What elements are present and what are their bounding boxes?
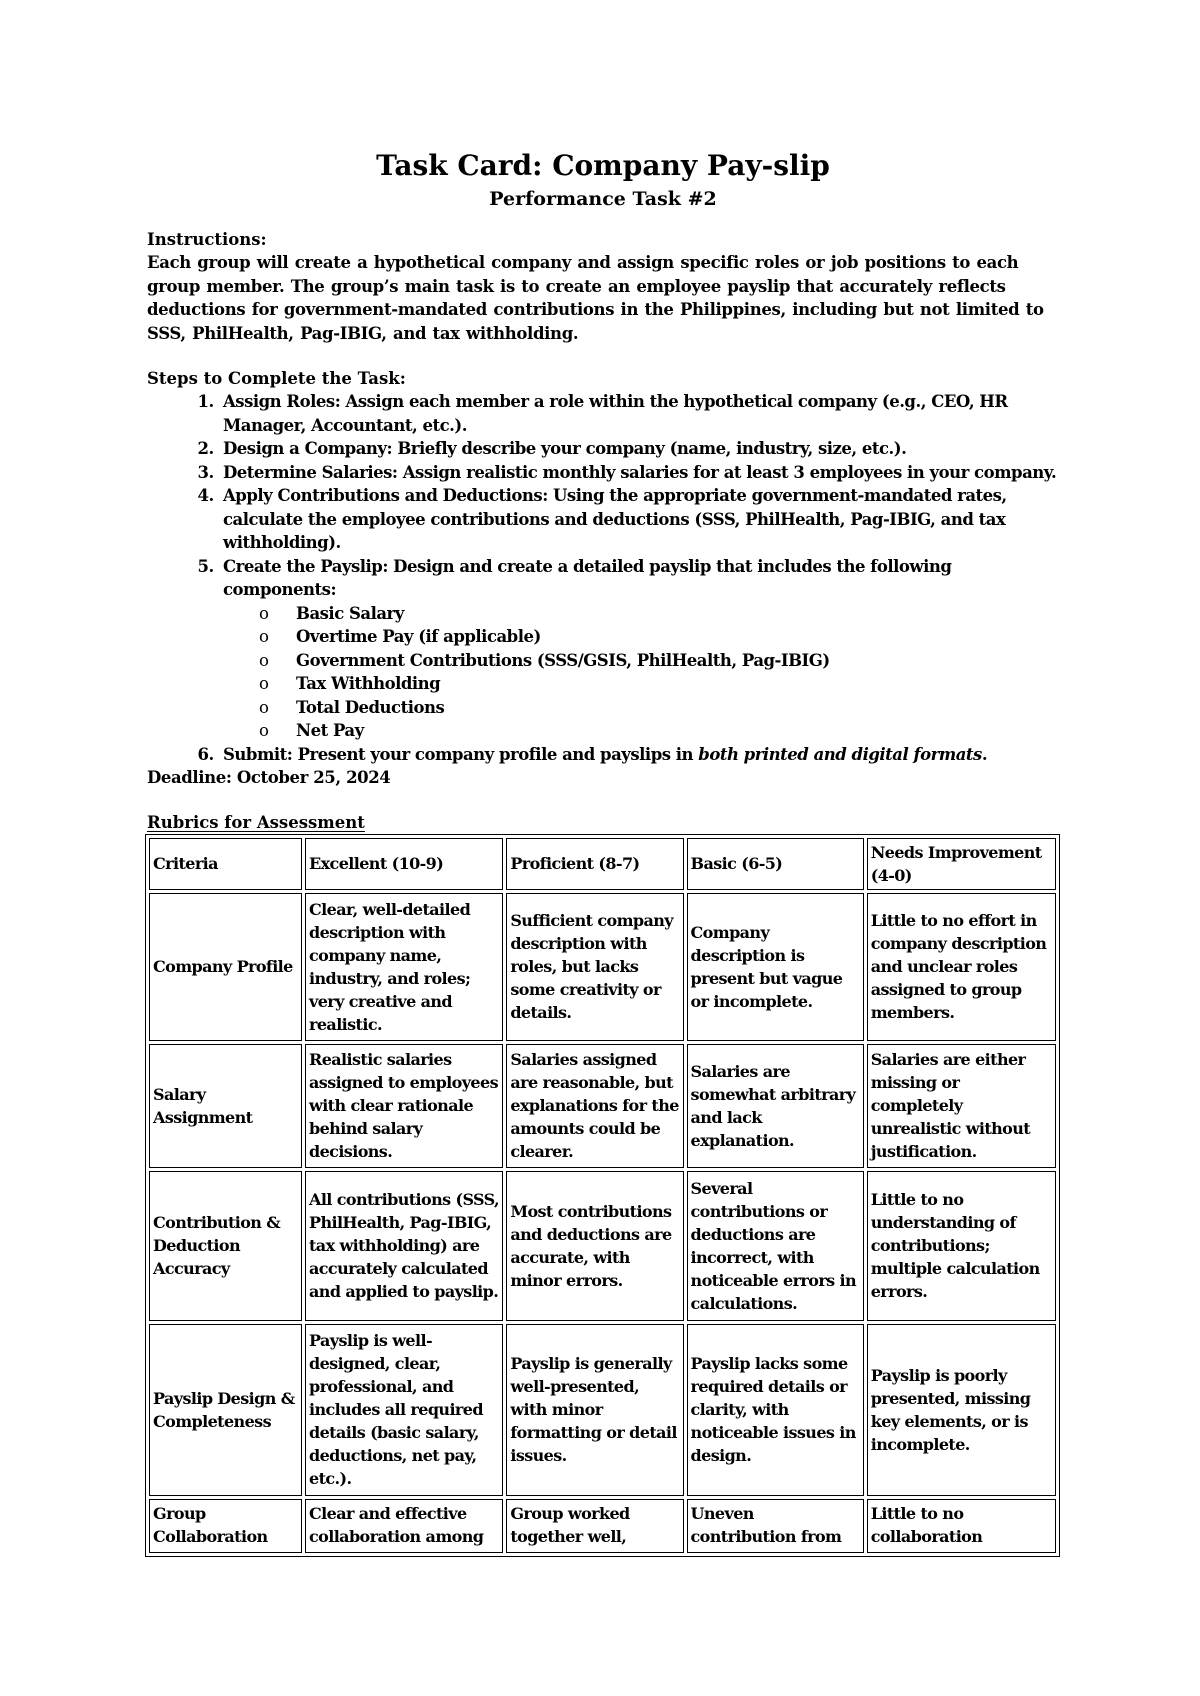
rubric-cell: Clear and effective collaboration among <box>305 1499 503 1553</box>
rubric-criteria-cell: Group Collaboration <box>149 1499 302 1553</box>
component-item: o Net Pay <box>259 719 1059 743</box>
rubric-header-cell: Criteria <box>149 838 302 890</box>
component-item: o Government Contributions (SSS/GSIS, PhilHealth, Pag-IBIG) <box>259 649 1059 673</box>
instructions-text: Each group will create a hypothetical company and assign specific roles or job positions to each group member. The group’s main task is to create an employee payslip that accurately reflects deductions for government-mandated contributions in the Philippines, including but not limited to SSS, PhilHealth, Pag-IBIG, and tax withholding. <box>147 253 1044 343</box>
rubric-cell: Sufficient company description with roles, but lacks some creativity or details. <box>506 893 683 1041</box>
rubric-row <box>149 893 1056 1041</box>
step-item: 2. Design a Company: Briefly describe your company (name, industry, size, etc.). <box>219 437 1059 461</box>
rubric-cell: Company description is present but vague or incomplete. <box>687 893 864 1041</box>
rubric-cell: Payslip is generally well-presented, with minor formatting or detail issues. <box>506 1324 683 1496</box>
instructions-label: Instructions: <box>147 230 267 249</box>
rubric-label: Rubrics for Assessment <box>147 812 365 832</box>
bullet-icon: o <box>259 674 269 693</box>
step-item: 5. Create the Payslip: Design and create a detailed payslip that includes the following components: o Basic Salary o Overtime Pay (if applicable) o Government Contributions (SSS/GSIS, PhilHealth, Pag-IBIG) o Tax Withholding o Total Deductions o Net Pay <box>219 555 1059 743</box>
rubric-row <box>149 1044 1056 1168</box>
rubric-cell: Clear, well-detailed description with company name, industry, and roles; very creative and realistic. <box>305 893 503 1041</box>
rubric-cell: Salaries are either missing or completely unrealistic without justification. <box>867 1044 1056 1168</box>
step-item: 6. Submit: Present your company profile and payslips in both printed and digital formats. <box>219 743 1059 767</box>
rubric-criteria-cell: Payslip Design & Completeness <box>149 1324 302 1496</box>
rubric-cell: Several contributions or deductions are incorrect, with noticeable errors in calculations. <box>687 1171 864 1321</box>
steps-list <box>147 390 1059 766</box>
rubric-cell: Realistic salaries assigned to employees with clear rationale behind salary decisions. <box>305 1044 503 1168</box>
bullet-icon: o <box>259 650 269 670</box>
rubric-cell: Little to no effort in company description and unclear roles assigned to group members. <box>867 893 1056 1041</box>
bullet-icon: o <box>259 697 269 717</box>
page-title: Task Card: Company Pay-slip <box>376 149 830 182</box>
rubric-header-cell: Needs Improvement (4-0) <box>867 838 1056 890</box>
rubric-criteria-cell: Salary Assignment <box>149 1044 302 1168</box>
step-item: 4. Apply Contributions and Deductions: Using the appropriate government-mandated rates, calculate the employee contributions and deductions (SSS, PhilHealth, Pag-IBIG, and tax withholding). <box>219 484 1059 555</box>
rubric-header-cell: Excellent (10-9) <box>305 838 503 890</box>
rubric-cell: Payslip lacks some required details or clarity, with noticeable issues in design. <box>687 1324 864 1496</box>
rubric-cell: Group worked together well, <box>506 1499 683 1553</box>
rubric-row <box>149 1324 1056 1496</box>
step-item: 1. Assign Roles: Assign each member a role within the hypothetical company (e.g., CEO, HR Manager, Accountant, etc.). <box>219 390 1059 437</box>
rubric-header-row <box>149 838 1056 890</box>
bullet-icon: o <box>259 603 269 623</box>
component-item: o Total Deductions <box>259 696 1059 720</box>
steps-label: Steps to Complete the Task: <box>147 369 406 388</box>
rubric-header-cell: Basic (6-5) <box>687 838 864 890</box>
rubric-cell: All contributions (SSS, PhilHealth, Pag-IBIG, tax withholding) are accurately calculated and applied to payslip. <box>305 1171 503 1321</box>
bullet-icon: o <box>259 627 269 646</box>
rubric-row <box>149 1499 1056 1553</box>
rubric-cell: Most contributions and deductions are accurate, with minor errors. <box>506 1171 683 1321</box>
component-item: o Tax Withholding <box>259 672 1059 696</box>
bullet-icon: o <box>259 721 269 740</box>
rubric-cell: Payslip is poorly presented, missing key elements, or is incomplete. <box>867 1324 1056 1496</box>
rubric-cell: Little to no collaboration <box>867 1499 1056 1553</box>
deadline: Deadline: October 25, 2024 <box>147 768 391 787</box>
task-card <box>147 146 1059 1557</box>
rubric-header-cell: Proficient (8-7) <box>506 838 683 890</box>
rubric-criteria-cell: Contribution & Deduction Accuracy <box>149 1171 302 1321</box>
payslip-components-list <box>223 602 1059 743</box>
rubric-cell: Salaries are somewhat arbitrary and lack explanation. <box>687 1044 864 1168</box>
rubric-table <box>145 834 1060 1557</box>
step-item: 3. Determine Salaries: Assign realistic monthly salaries for at least 3 employees in your company. <box>219 461 1059 485</box>
rubric-criteria-cell: Company Profile <box>149 893 302 1041</box>
component-item: o Basic Salary <box>259 602 1059 626</box>
rubric-cell: Salaries assigned are reasonable, but explanations for the amounts could be clearer. <box>506 1044 683 1168</box>
page-subtitle: Performance Task #2 <box>489 188 717 210</box>
rubric-row <box>149 1171 1056 1321</box>
rubric-cell: Payslip is well-designed, clear, professional, and includes all required details (basic salary, deductions, net pay, etc.). <box>305 1324 503 1496</box>
rubric-cell: Little to no understanding of contributions; multiple calculation errors. <box>867 1171 1056 1321</box>
component-item: o Overtime Pay (if applicable) <box>259 625 1059 649</box>
rubric-cell: Uneven contribution from <box>687 1499 864 1553</box>
